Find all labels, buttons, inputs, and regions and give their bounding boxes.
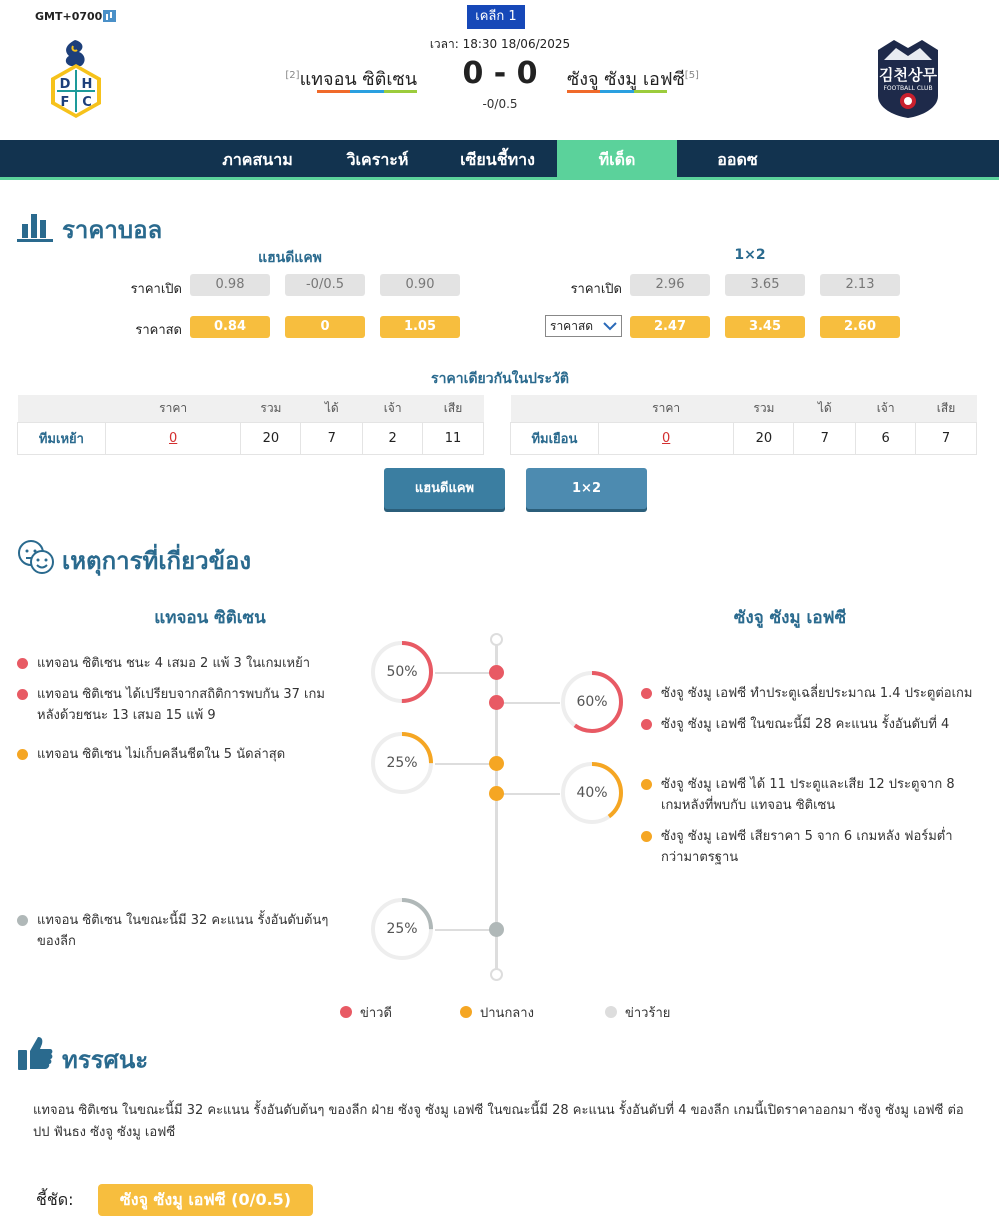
home-good-event-2: แทจอน ซิติเซน ได้เปรียบจากสถิติการพบกัน 37 เกม หลังด้วยชนะ 13 เสมอ 15 แพ้ 9 (37, 684, 347, 726)
tab-odds[interactable]: ออดซ (717, 150, 758, 169)
col-total: รวม (241, 395, 301, 422)
timeline-dot-bad (489, 922, 504, 937)
legend-bad: ข่าวร้าย (605, 1002, 670, 1023)
pick-badge: ซังจู ซังมู เอฟซี (0/0.5) (98, 1184, 313, 1216)
connector (435, 763, 495, 765)
timezone-label[interactable]: GMT+0700 (35, 10, 116, 23)
history-title: ราคาเดียวกันในประวัติ (431, 371, 569, 387)
svg-text:D: D (59, 77, 71, 92)
opinion-text: แทจอน ซิติเซน ในขณะนี้มี 32 คะแนน รั้งอันดับต้นๆ ของลีก ฝ่าย ซังจู ซังมู เอฟซี ในขณะนี้มี 28 คะแนน รั้งอันดับที่ 4 ของลีก เกมนี้เปิดราคาออกมา ซังจู ซังมู เอฟซี ต่อ ปป ฟันธง ซังจู ซังมู เอฟซี (33, 1103, 964, 1140)
score: 0 - 0 (462, 56, 538, 91)
tab-expert[interactable]: เซียนชี้ทาง (460, 150, 535, 169)
x12-live-home: 2.47 (630, 316, 710, 338)
chart-icon[interactable] (103, 10, 116, 22)
svg-text:H: H (81, 77, 93, 92)
tab-field[interactable]: ภาคสนาม (222, 150, 293, 169)
away-neutral-gauge: 40% (560, 761, 624, 825)
away-team-name[interactable]: ซังจู ซังมู เอฟซี[5] (567, 69, 699, 90)
events-title: เหตุการที่เกี่ยวข้อง (62, 547, 252, 575)
legend-neutral: ปานกลาง (460, 1002, 534, 1023)
hdp-live-home: 0.84 (190, 316, 270, 338)
home-price-link[interactable]: 0 (105, 422, 241, 454)
home-history-table (17, 395, 484, 455)
connector (498, 793, 560, 795)
odds-title: ราคาบอล (62, 216, 163, 244)
home-bad-gauge: 25% (370, 897, 434, 961)
league-badge[interactable]: เคลีก 1 (467, 5, 525, 29)
away-color-bar (567, 90, 667, 93)
home-label: ทีมเหย้า (18, 422, 106, 454)
svg-text:FOOTBALL CLUB: FOOTBALL CLUB (883, 85, 933, 92)
match-time: เวลา: 18:30 18/06/2025 (429, 37, 571, 51)
away-good-gauge: 60% (560, 670, 624, 734)
home-good-event-1: แทจอน ซิติเซน ชนะ 4 เสมอ 2 แพ้ 3 ในเกมเหย้า (37, 653, 347, 674)
away-price-link[interactable]: 0 (598, 422, 734, 454)
connector (435, 672, 495, 674)
timeline-dot-good (489, 695, 504, 710)
home-neutral-event-1: แทจอน ซิติเซน ไม่เก็บคลีนชีตใน 5 นัดล่าสุด (37, 744, 347, 765)
tab-tips[interactable]: ทีเด็ด (557, 140, 677, 180)
home-good-gauge: 50% (370, 640, 434, 704)
home-team-logo[interactable] (45, 38, 107, 120)
away-good-event-1: ซังจู ซังมู เอฟซี ทำประตูเฉลี่ยประมาณ 1.4 ประตูต่อเกม (661, 683, 986, 704)
hdp-open-home: 0.98 (190, 274, 270, 296)
x12-live-draw: 3.45 (725, 316, 805, 338)
x12-open-away: 2.13 (820, 274, 900, 296)
svg-text:C: C (82, 95, 92, 110)
away-label: ทีมเยือน (511, 422, 599, 454)
home-team-name[interactable]: [2]แทจอน ซิติเซน (285, 69, 417, 90)
col-loss: เสีย (423, 395, 484, 422)
tab-analysis[interactable]: วิเคราะห์ (346, 150, 409, 169)
main-nav (0, 140, 999, 180)
open-label: ราคาเปิด (130, 282, 182, 297)
home-events-title: แทจอน ซิติเซน (154, 608, 266, 628)
table-row: ทีมเหย้า 0 20 7 2 11 (18, 422, 484, 454)
timeline-dot-good (489, 665, 504, 680)
home-neutral-gauge: 25% (370, 731, 434, 795)
thumbs-up-icon (16, 1034, 54, 1072)
timeline-end (490, 968, 503, 981)
away-team-logo[interactable] (872, 38, 944, 120)
bar-chart-icon (17, 210, 53, 242)
svg-text:김천상무: 김천상무 (879, 66, 937, 84)
col-draw: เจ้า (363, 395, 423, 422)
home-bad-event-1: แทจอน ซิติเซน ในขณะนี้มี 32 คะแนน รั้งอันดับต้นๆ ของลีก (37, 910, 347, 952)
hdp-live-away: 1.05 (380, 316, 460, 338)
match-header (0, 0, 999, 140)
away-good-event-2: ซังจู ซังมู เอฟซี ในขณะนี้มี 28 คะแนน รั้งอันดับที่ 4 (661, 714, 986, 735)
hdp-open-away: 0.90 (380, 274, 460, 296)
home-color-bar (317, 90, 417, 93)
svg-text:F: F (60, 95, 70, 110)
timeline-dot-neutral (489, 756, 504, 771)
timeline-start (490, 633, 503, 646)
pick-label: ชี้ชัด: (36, 1190, 74, 1209)
x12-button[interactable]: 1×2 (526, 468, 647, 509)
opinion-title: ทรรศนะ (62, 1046, 149, 1074)
x12-open-label: ราคาเปิด (570, 282, 622, 297)
away-rank: [5] (684, 70, 699, 81)
table-row: ทีมเยือน 0 20 7 6 7 (511, 422, 977, 454)
away-events-title: ซังจู ซังมู เอฟซี (733, 608, 847, 628)
away-neutral-event-2: ซังจู ซังมู เอฟซี เสียราคา 5 จาก 6 เกมหลัง ฟอร์มต่ำกว่ามาตรฐาน (661, 826, 966, 868)
x12-live-away: 2.60 (820, 316, 900, 338)
connector (435, 929, 495, 931)
odds-type-select[interactable]: ราคาสด (545, 315, 622, 337)
away-neutral-event-1: ซังจู ซังมู เอฟซี ได้ 11 ประตูและเสีย 12 ประตูจาก 8 เกมหลังที่พบกับ แทจอน ซิติเซน (661, 774, 966, 816)
chevron-down-icon (603, 321, 617, 331)
handicap-button[interactable]: แฮนดีแคพ (384, 468, 505, 509)
col-win: ได้ (301, 395, 363, 422)
timeline-dot-neutral (489, 786, 504, 801)
hdp-live-line: 0 (285, 316, 365, 338)
live-label: ราคาสด (135, 323, 182, 338)
handicap-line: -0/0.5 (482, 97, 518, 111)
hdp-open-line: -0/0.5 (285, 274, 365, 296)
smiley-icon (16, 539, 54, 575)
legend-good: ข่าวดี (340, 1002, 392, 1023)
away-history-table: ราคา รวม ได้ เจ้า เสีย ทีมเยือน 0 20 7 6 7 (510, 395, 977, 455)
connector (498, 702, 560, 704)
home-rank: [2] (285, 70, 300, 81)
x12-heading: 1×2 (734, 247, 766, 263)
handicap-heading: แฮนดีแคพ (258, 250, 322, 266)
col-price: ราคา (105, 395, 241, 422)
x12-open-home: 2.96 (630, 274, 710, 296)
x12-open-draw: 3.65 (725, 274, 805, 296)
